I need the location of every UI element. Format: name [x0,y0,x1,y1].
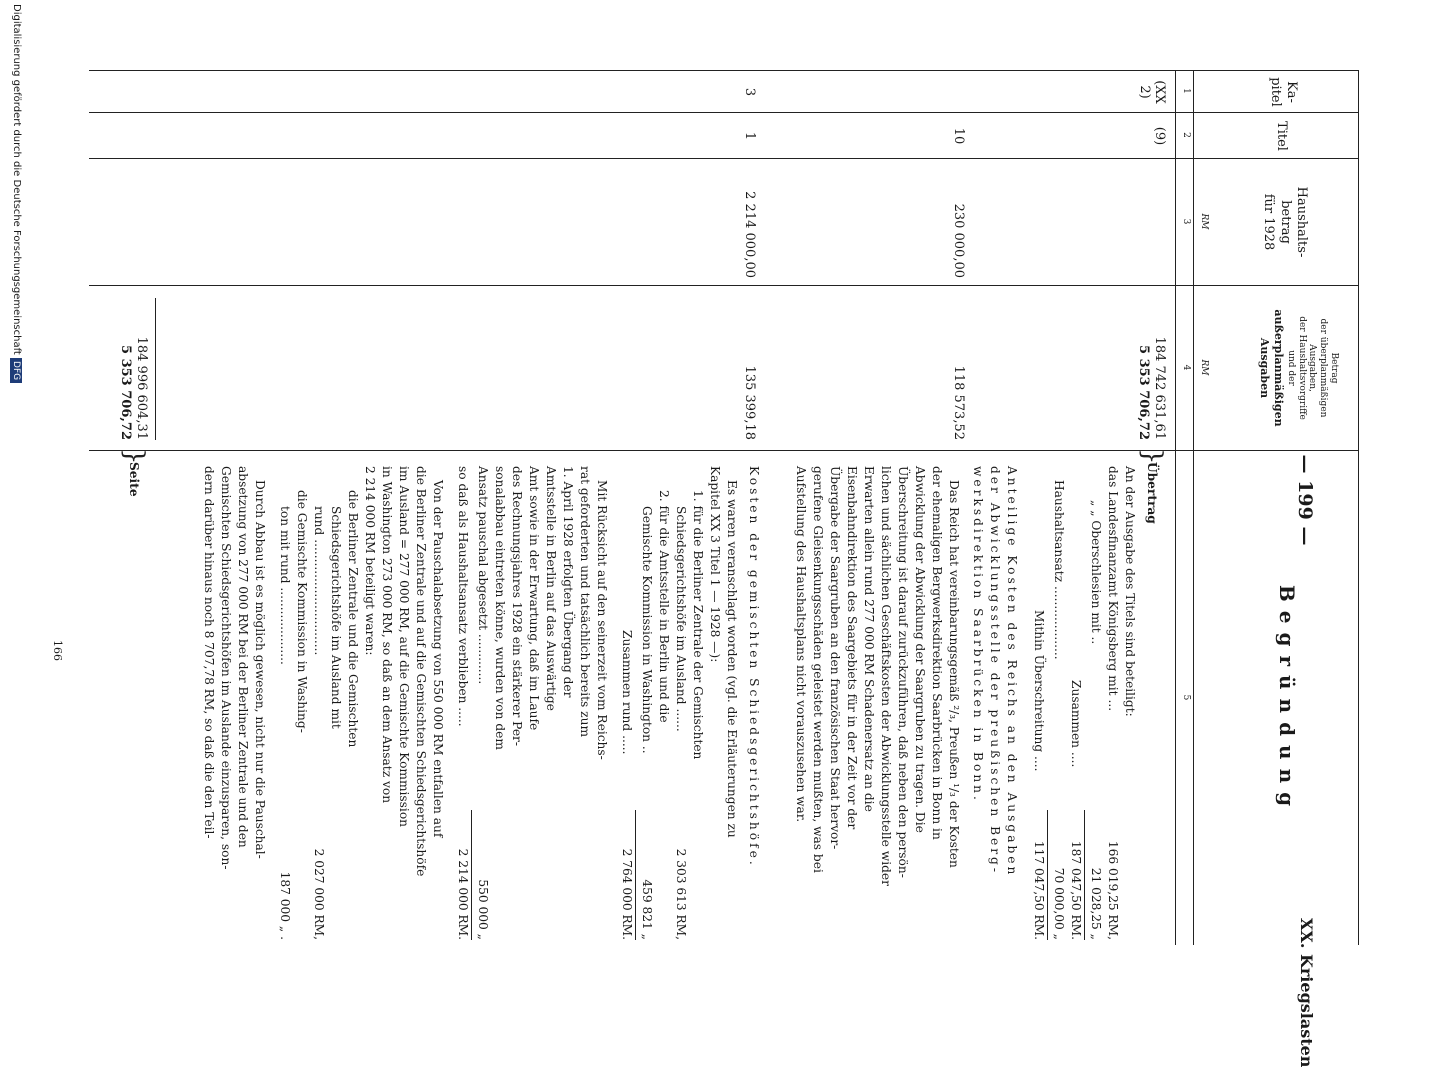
p5-line-4: Schiedsgerichtshöfe im Ausland ...... [674,506,688,732]
p5-line-6-value: 459 821 „ [640,879,654,940]
p7-line-8: rund .............................. [312,506,326,656]
p5-line-6: Gemischte Kommission in Washington .. [640,506,654,754]
p8-line-2: absetzung von 277 000 RM bei der Berliner Zentrale und den [236,466,250,848]
p5-line-1: Es waren veranschlagt worden (vgl. die Erläuterungen zu [725,480,739,838]
p1-line-2-value: 166 019,25 RM, [1106,840,1120,940]
row3-titel: 1 [742,131,757,141]
colnum-5: 5 [1181,694,1191,701]
p6-line-5: Amt sowie in der Erwartung, daß im Laufe [527,466,541,731]
p1-line-5: Haushaltsansatz ................... [1052,480,1066,660]
p7-line-5: 2 214 000 RM beteiligt waren: [363,466,377,656]
p7-line-8-value: 2 027 000 RM, [312,848,326,940]
p7-line-1: Von der Pauschalabsetzung von 550 000 RM entfallen auf [431,480,445,838]
col-header-titel: Titel [1274,121,1289,151]
col-header-kapitel: Ka- pitel [1267,77,1299,107]
p3-line-5: lichen und sächlichen Geschäftskosten der Abwicklungsstelle wider [879,466,893,886]
dfg-margin-note [10,4,22,387]
p1-rule-2 [1047,810,1048,940]
p6-line-7: sonalabbau eintreten könne, wurden von dem [493,466,507,750]
p6-line-6: des Rechnungsjahres 1928 ein stärkerer Per- [510,466,524,746]
p1-line-1: An der Ausgabe des Titels sind beteiligt: [1123,466,1137,717]
p1-line-2: das Landesfinanzamt Königsberg mit ... [1106,466,1120,712]
p3-line-6: Erwarten allein rund 277 000 RM Schadenersatz an die [862,466,876,812]
seite-label: Seite [127,462,141,497]
p2-line-1: Anteilige Kosten des Reichs an den Ausgaben [1005,466,1019,878]
p3-line-3: Abwicklung der Abwicklung der Saargruben zu tragen. Die [913,466,927,833]
p5-line-2: Kapitel XX 3 Titel 1 — 1928 —): [708,466,722,663]
p7-line-2: die Berliner Zentrale und auf die Gemischten Schiedsgerichtshöfe [414,466,428,877]
colnum-3: 3 [1181,218,1191,225]
budget-table [89,70,1359,945]
table-top-rule [1358,70,1359,945]
p3-line-8: Übergabe der Saargruben an den französischen Staat hervor- [828,466,842,850]
p8-line-4: dern darüber hinaus noch 8 707,78 RM, so daß die den Teil- [202,466,216,839]
col-header-betrag [1258,290,1339,446]
row2-haushalt: 230 000,00 [951,203,966,278]
unit-haushalt: RM [1199,213,1209,230]
row1-titel: (9) [1152,126,1167,146]
p6-rule [471,810,472,940]
p2-line-2: der Abwicklungsstelle der preußischen Berg- [988,466,1002,875]
p3-line-2: der ehemaligen Bergwerksdirektion Saarbrücken in Bonn in [930,466,944,840]
p7-line-10: ton mit rund .................... [278,506,292,665]
p6-line-1: Mit Rücksicht auf den seinerzeit vom Reichs- [595,480,609,760]
p1-line-4-value: 187 047,50 RM. [1069,840,1083,940]
dfg-margin-text: Digitalisierung gefördert durch die Deutsche Forschungsgemeinschaft [11,4,22,355]
col-header-betrag-small: Betrag der überplanmäßigen Ausgaben, der Haushaltsvorgriffe und der [1285,316,1339,420]
row2-betrag: 118 573,52 [951,365,966,440]
uebertrag-label: Übertrag [1145,462,1159,524]
total-a: 184 996 604,31 [134,336,149,440]
total-b: 5 353 706,72 [118,345,133,440]
p7-line-4: in Washington 273 000 RM, so daß an dem Ansatz von [380,466,394,804]
p6-line-9-value: 2 214 000 RM. [456,848,470,940]
p6-line-8-value: 550 000 „ [476,879,490,940]
header-bottom-rule [1193,70,1194,945]
p4-line-1: Kosten der gemischten Schiedsgerichtshöfe. [747,466,761,868]
colnum-rule [1175,70,1176,945]
p1-line-6-value: 117 047,50 RM. [1032,840,1046,940]
col-divider-3 [89,285,1359,286]
p6-line-2: rat geforderten und tatsächlich bereits zum [578,466,592,738]
p1-line-5-value: 70 000,00 „ [1052,867,1066,940]
p8-line-3: Gemischten Schiedsgerichtshöfen im Auslande einzusparen, son- [219,466,233,870]
p7-line-10-value: 187 000 „ . [278,871,292,940]
dfg-logo: DFG [10,358,22,383]
p1-rule-1 [1084,810,1085,940]
col-divider-4 [89,450,1359,451]
col-header-betrag-bold: außerplanmäßigen Ausgaben [1258,309,1286,427]
p6-line-3: 1. April 1928 erfolgten Übergang der [561,466,575,698]
col-divider-2 [89,158,1359,159]
p3-line-4: Überschreitung ist darauf zurückzuführen, daß neben den persön- [896,466,910,878]
p1-line-6: Mithin Überschreitung .... [1032,610,1046,772]
col-divider-1 [89,112,1359,113]
p1-line-4: Zusammen .... [1069,680,1083,768]
unit-betrag: RM [1199,359,1209,376]
p2-line-3: werksdirektion Saarbrücken in Bonn. [971,466,985,803]
p3-line-9: gerufene Gleisenkungsschäden geleistet werden mußten, was bei [811,466,825,873]
col-header-haushalt: Haushalts- betrag für 1928 [1261,186,1309,258]
col-divider-0 [89,70,1359,71]
p5-line-7: Zusammen rund ..... [620,630,634,755]
p5-line-4-value: 2 303 613 RM, [674,848,688,940]
p5-rule [635,810,636,940]
p7-line-9: die Gemischte Kommission in Washing- [295,490,309,733]
p7-line-7: Schiedsgerichtshöfe im Ausland mit [329,506,343,729]
total-rule [155,298,156,440]
brace-uebertrag: } [1137,448,1167,465]
p8-line-1: Durch Abbau ist es möglich gewesen, nicht nur die Pauschal- [253,480,267,859]
row1-kapitel: (XX 2) [1137,80,1167,104]
row1-betrag-a: 184 742 631,61 [1152,336,1167,440]
colnum-2: 2 [1181,132,1191,138]
p3-line-10: Aufstellung des Haushaltsplans nicht vorauszusehen war. [794,466,808,823]
p7-line-6: die Berliner Zentrale und die Gemischten [346,490,360,748]
row1-betrag-b: 5 353 706,72 [1136,345,1151,440]
page-number: — 199 — [1294,454,1316,546]
chapter-heading: XX. Kriegslasten [1297,918,1316,1067]
p1-line-3: „ „ Oberschlesien mit .. [1089,500,1103,645]
p5-line-5: 2. für die Amtsstelle in Berlin und die [657,490,671,723]
page-folio: 166 [51,640,64,661]
p1-line-3-value: 21 028,25 „ [1089,867,1103,940]
colnum-4: 4 [1181,364,1191,371]
colnum-1: 1 [1181,88,1191,94]
row2-titel: 10 [951,127,966,145]
p6-line-9: so daß als Haushaltsansatz verblieben ..... [456,466,470,727]
p5-line-7-value: 2 764 000 RM. [620,848,634,940]
row3-haushalt: 2 214 000,00 [742,191,757,278]
p3-line-1: Das Reich hat vereinbarungsgemäß ²/₃, Preußen ¹/₃ der Kosten [947,480,961,868]
row3-kapitel: 3 [742,87,757,97]
p3-line-7: Eisenbahndirektion des Saargebiets für in der Zeit vor der [845,466,859,830]
p5-line-3: 1. für die Berliner Zentrale der Gemischten [691,490,705,760]
p6-line-4: Amtsstelle in Berlin auf das Auswärtige [544,466,558,711]
brace-seite: } [119,448,149,465]
row3-betrag: 135 399,18 [742,365,757,440]
p7-line-3: im Ausland = 277 000 RM, auf die Gemischte Kommission [397,466,411,828]
col-header-begruendung: Begründung [1275,584,1299,816]
p6-line-8: Ansatz pauschal abgesetzt ............. [476,466,490,685]
